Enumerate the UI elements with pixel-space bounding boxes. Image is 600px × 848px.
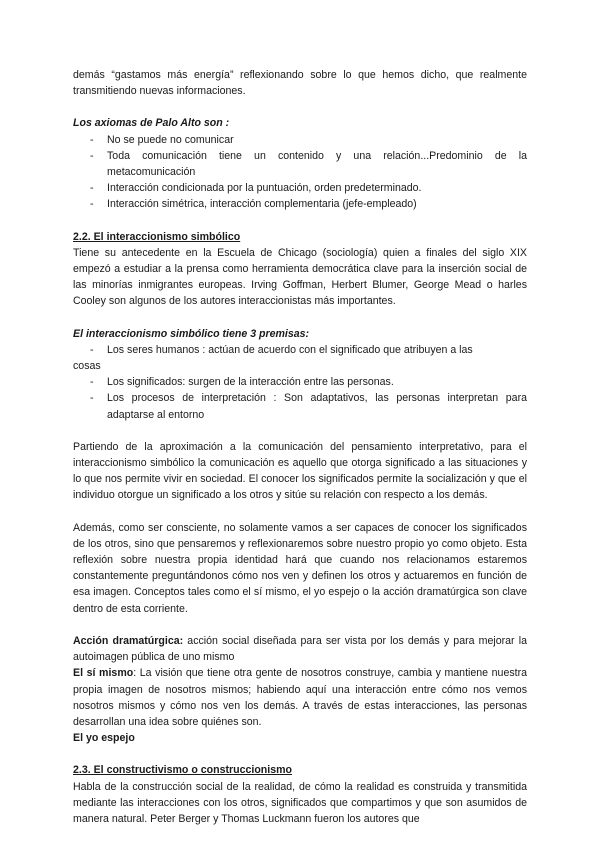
si-mismo-definition xyxy=(73,665,527,730)
section-2-3-paragraph: Habla de la construcción social de la realidad, de cómo la realidad es construida y transmitida mediante las interacciones con los otros, significados que compartimos y que son asumidos de manera natural. Peter Berger y Thomas Luckmann fueron los autores que xyxy=(73,780,527,825)
list-item: - Los significados: surgen de la interacción entre las personas. xyxy=(73,374,527,390)
spacer xyxy=(73,99,527,115)
section-title-2-2: 2.2. El interaccionismo simbólico xyxy=(73,230,241,243)
list-item: - Los procesos de interpretación : Son adaptativos, las personas interpretan para adaptarse al entorno xyxy=(73,390,527,422)
accion-term: Acción dramatúrgica: xyxy=(73,634,184,647)
section-title-2-3: 2.3. El constructivismo o construccionismo xyxy=(73,764,292,777)
spacer xyxy=(73,310,527,326)
premisas-heading: El interaccionismo simbólico tiene 3 premisas: xyxy=(73,327,310,340)
si-mismo-term: El sí mismo xyxy=(73,667,134,680)
ademas-paragraph: Además, como ser consciente, no solamente vamos a ser capaces de conocer los significados de los otros, sino que pensaremos y reflexionaremos sobre nuestro propio yo como objeto. Esta reflexión sobre nuestra propia identidad hará que cuando nos relacionamos estaremos constantemente preguntándonos cómo nos ven y definen los otros y actuaremos en función de esa imagen. Conceptos tales como el sí mismo, el yo espejo o la acción dramatúrgica son clave dentro de esta corriente. xyxy=(73,521,527,615)
document-page xyxy=(73,67,527,827)
premisas-list-cont xyxy=(73,374,527,423)
accion-definition xyxy=(73,633,527,665)
accion-text: acción social diseñada para ser vista por los demás y para mejorar la autoimagen pública de uno mismo xyxy=(73,634,527,664)
premisas-list xyxy=(73,342,527,358)
spacer xyxy=(73,746,527,762)
intro-paragraph: demás “gastamos más energía” reflexionando sobre lo que hemos dicho, que realmente transmitiendo nuevas informaciones. xyxy=(73,69,527,98)
spacer xyxy=(73,213,527,229)
list-item: - Toda comunicación tiene un contenido y una relación...Predominio de la metacomunicación xyxy=(73,148,527,180)
yo-espejo-term: El yo espejo xyxy=(73,732,135,745)
spacer xyxy=(73,504,527,520)
partiendo-paragraph: Partiendo de la aproximación a la comunicación del pensamiento interpretativo, para el interaccionismo simbólico la comunicación es aquello que otorga significado a las situaciones y lo que nos permite vivir en sociedad. El conocer los significados permite la socialización y que el individuo otorgue un significado a los otros y sitúe su relación con respecto a los demás. xyxy=(73,440,527,502)
axiomas-list xyxy=(73,132,527,213)
list-item: - Los seres humanos : actúan de acuerdo con el significado que atribuyen a las xyxy=(73,342,527,358)
list-item: - Interacción simétrica, interacción complementaria (jefe-empleado) xyxy=(73,196,527,212)
list-item: - No se puede no comunicar xyxy=(73,132,527,148)
spacer xyxy=(73,617,527,633)
section-2-2-paragraph: Tiene su antecedente en la Escuela de Chicago (sociología) quien a finales del siglo XIX empezó a estudiar a la prensa como herramienta democrática clave para la inserción social de las minorías inmigrantes europeas. Irving Goffman, Herbert Blumer, George Mead o harles Cooley son algunos de los autores interaccionistas más importantes. xyxy=(73,246,527,308)
axiomas-heading: Los axiomas de Palo Alto son : xyxy=(73,117,230,130)
list-item: - Interacción condicionada por la puntuación, orden predeterminado. xyxy=(73,180,527,196)
spacer xyxy=(73,423,527,439)
si-mismo-text: : La visión que tiene otra gente de nosotros construye, cambia y mantiene nuestra propia imagen de nosotros mismos; habiendo aquí una interacción entre cómo nos vemos nosotros mismos y cómo nos ven los demás. A través de estas interacciones, las personas desarrollan una idea sobre quiénes son. xyxy=(73,667,527,728)
list-item-continuation: cosas xyxy=(73,360,101,373)
